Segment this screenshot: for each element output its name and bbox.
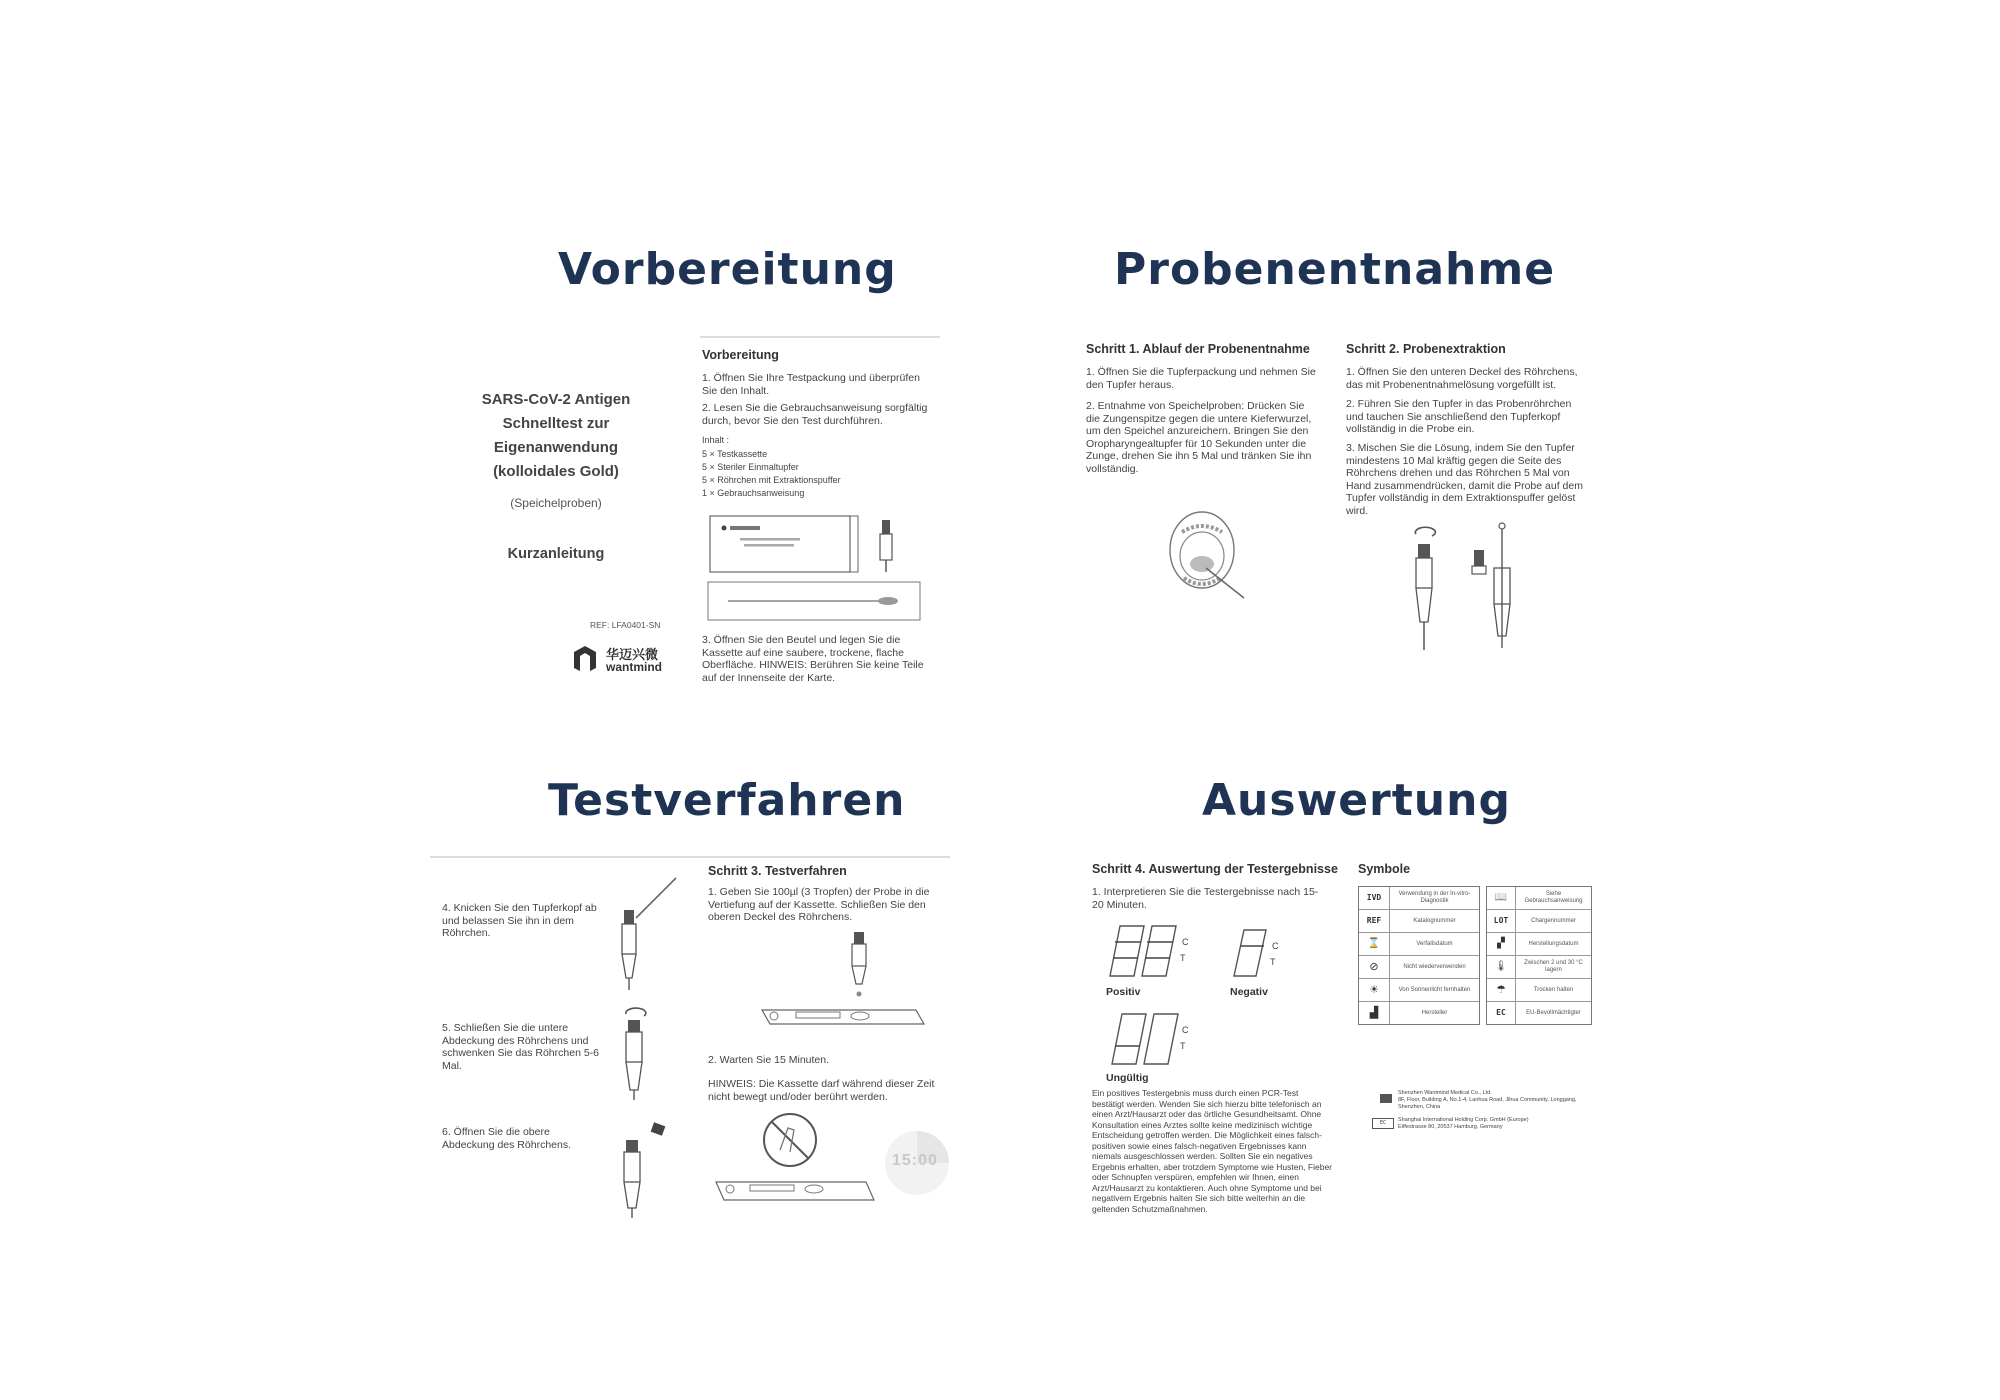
invalid-c-label: C [1182, 1025, 1189, 1035]
symbol-icon: ⌛ [1359, 933, 1390, 955]
symbol-icon: ⊘ [1359, 956, 1390, 978]
symbol-row [1487, 910, 1591, 933]
eval-step4-title: Schritt 4. Auswertung der Testergebnisse [1092, 862, 1338, 876]
cover-ref: REF: LFA0401-SN [590, 620, 661, 630]
brand-cn: 华迈兴微 [606, 647, 659, 662]
symbol-icon: 🌡 [1487, 956, 1516, 978]
symbols-table-right [1486, 886, 1592, 1025]
symbol-icon: REF [1359, 910, 1390, 932]
cover-subtitle: (Speichelproben) [510, 496, 602, 510]
panel-vorbereitung [460, 336, 942, 696]
prep-contents-label: Inhalt : [702, 435, 730, 445]
prep-contents-item: 1 × Gebrauchsanweisung [702, 488, 805, 498]
no-touch-icon [760, 1110, 820, 1170]
heading-vorbereitung: Vorbereitung [558, 244, 897, 295]
prep-step-1: 1. Öffnen Sie Ihre Testpackung und überprüfen Sie den Inhalt. [702, 372, 920, 397]
brand-logo-icon [570, 644, 600, 674]
symbol-icon: ☀ [1359, 979, 1390, 1001]
symbol-label: Zwischen 2 und 30 °C lagern [1524, 960, 1583, 973]
cover-title-line: SARS-CoV-2 Antigen [481, 391, 631, 408]
symbol-icon: LOT [1487, 910, 1516, 932]
sample-step2-a: 1. Öffnen Sie den unteren Deckel des Röhrchens, das mit Probenentnahmelösung vorgefüllt ist. [1346, 366, 1578, 391]
symbol-label: Verfallsdatum [1416, 940, 1453, 947]
symbol-label: Trocken halten [1533, 986, 1574, 993]
cover-title [460, 388, 652, 484]
manufacturer-name: Shenzhen Wantmind Medical Co., Ltd. [1398, 1090, 1492, 1096]
negative-result-icon [1230, 928, 1270, 980]
symbol-icon: EC [1487, 1002, 1516, 1024]
symbol-row [1487, 1002, 1591, 1024]
symbol-label: EU-Bevollmächtigter [1526, 1009, 1581, 1016]
sample-step1-title: Schritt 1. Ablauf der Probenentnahme [1086, 342, 1310, 356]
prep-step-3: 3. Öffnen Sie den Beutel und legen Sie die Kassette auf eine saubere, trockene, flache Oberfläche. HINWEIS: Berühren Sie keine Teile auf der Innenseite der Karte. [702, 634, 924, 684]
symbols-table-left [1358, 886, 1480, 1025]
prep-contents-item: 5 × Steriler Einmaltupfer [702, 462, 799, 472]
prep-contents-item: 5 × Testkassette [702, 449, 768, 459]
eval-step4-a: 1. Interpretieren Sie die Testergebnisse nach 15-20 Minuten. [1092, 886, 1319, 911]
positive-c-label: C [1182, 937, 1189, 947]
test-step3-b: 2. Warten Sie 15 Minuten. [708, 1054, 830, 1066]
cover-title-line: Eigenanwendung [493, 439, 619, 456]
ec-rep-address: Eiffestrasse 80, 20537 Hamburg, Germany [1398, 1124, 1503, 1130]
symbol-row [1487, 933, 1591, 956]
symbol-label: Katalognummer [1413, 917, 1456, 924]
sample-step2-b: 2. Führen Sie den Tupfer in das Probenröhrchen und tauchen Sie anschließend den Tupferkopf vollständig in die Probe ein. [1346, 398, 1572, 435]
symbol-row [1359, 910, 1479, 933]
symbol-row [1359, 933, 1479, 956]
invalid-label: Ungültig [1106, 1072, 1149, 1084]
test-step-6: 6. Öffnen Sie die obere Abdeckung des Röhrchens. [442, 1126, 571, 1151]
symbol-label: Verwendung in der In-vitro-Diagnostik [1398, 891, 1471, 904]
panel-auswertung [1082, 856, 1614, 1226]
heading-auswertung: Auswertung [1202, 775, 1511, 826]
symbol-row [1487, 979, 1591, 1002]
negative-t-label: T [1270, 957, 1276, 967]
scan-edge [430, 856, 950, 858]
drop-cassette-icon [756, 928, 936, 1028]
prep-section-title: Vorbereitung [702, 348, 779, 362]
heading-testverfahren: Testverfahren [548, 775, 906, 826]
positive-t-label: T [1180, 953, 1186, 963]
heading-probenentnahme: Probenentnahme [1114, 244, 1556, 295]
symbols-title: Symbole [1358, 862, 1411, 876]
sample-step1-a: 1. Öffnen Sie die Tupferpackung und nehmen Sie den Tupfer heraus. [1086, 366, 1316, 391]
test-step-5: 5. Schließen Sie die untere Abdeckung des Röhrchens und schwenken Sie das Röhrchen 5-6 Mal. [442, 1022, 600, 1072]
mouth-swab-icon [1162, 508, 1272, 608]
symbol-row [1359, 956, 1479, 979]
symbol-row [1359, 887, 1479, 910]
symbol-label: Siehe Gebrauchsanweisung [1524, 891, 1583, 904]
cover-title-line: Schnelltest zur [502, 415, 610, 432]
symbol-label: Chargennummer [1530, 917, 1577, 924]
symbol-icon: 📖 [1487, 887, 1516, 909]
brand-name: wantmind [606, 660, 662, 674]
ec-rep-name: Shanghai International Holding Corp. GmbH (Europe) [1398, 1117, 1529, 1123]
panel-probenentnahme [1082, 336, 1598, 696]
symbol-icon: ▞ [1487, 933, 1516, 955]
ec-rep-icon: EC [1372, 1118, 1394, 1129]
sample-step2-title: Schritt 2. Probenextraktion [1346, 342, 1506, 356]
positive-label: Positiv [1106, 986, 1141, 998]
symbol-icon: ▟ [1359, 1002, 1390, 1024]
symbol-icon: ☂ [1487, 979, 1516, 1001]
symbol-label: Herstellungsdatum [1528, 940, 1579, 947]
symbol-row [1359, 1002, 1479, 1024]
sample-step1-b: 2. Entnahme von Speichelproben: Drücken Sie die Zungenspitze gegen die untere Kieferwurzel, um den Speichel anzureichern. Bringen Sie den Oropharyngealtupfer für 10 Sekunden unter die Zunge, drehen Sie ihn 5 Mal und tränken Sie ihn vollständig. [1086, 400, 1312, 475]
sample-step2-c: 3. Mischen Sie die Lösung, indem Sie den Tupfer mindestens 10 Mal kräftig gegen die Seite des Röhrchens drehen und das Röhrchen 5 Mal von Hand zusammendrücken, damit die Probe auf dem Tupfer vollständig in dem Extraktionspuffer gelöst wird. [1346, 442, 1583, 517]
timer-label: 15:00 [892, 1152, 938, 1169]
break-swab-icon [612, 878, 682, 988]
test-package-icon [710, 516, 950, 626]
symbol-row [1359, 979, 1479, 1002]
cover-title-line: (kolloidales Gold) [493, 463, 619, 480]
cassette-icon [714, 1176, 884, 1210]
symbol-label: Nicht wiederverwenden [1403, 963, 1466, 970]
test-step-4: 4. Knicken Sie den Tupferkopf ab und belassen Sie ihn in dem Röhrchen. [442, 902, 597, 939]
scan-edge [700, 336, 940, 338]
invalid-result-icon [1110, 1012, 1190, 1068]
symbol-row [1487, 887, 1591, 910]
symbol-row [1487, 956, 1591, 979]
symbol-label: Von Sonnenlicht fernhalten [1398, 986, 1471, 993]
cover-guide: Kurzanleitung [507, 546, 605, 562]
close-tube-icon [618, 1006, 668, 1102]
prep-contents-item: 5 × Röhrchen mit Extraktionspuffer [702, 475, 841, 485]
panel-testverfahren [430, 856, 950, 1226]
negative-c-label: C [1272, 941, 1279, 951]
positive-result-icon [1108, 924, 1188, 980]
manufacturer-icon [1380, 1094, 1392, 1103]
symbol-label: Hersteller [1421, 1009, 1448, 1016]
prep-step-2: 2. Lesen Sie die Gebrauchsanweisung sorgfältig durch, bevor Sie den Test durchführen. [702, 402, 928, 427]
extraction-tube-icon [1398, 522, 1538, 682]
manufacturer-address: 8F, Floor, Building A, No.1-4, Lanhua Road, Jihua Community, Longgang, Shenzhen, China [1398, 1097, 1577, 1110]
test-step3-note: HINWEIS: Die Kassette darf während dieser Zeit nicht bewegt und/oder berührt werden. [708, 1078, 935, 1103]
test-step3-a: 1. Geben Sie 100µl (3 Tropfen) der Probe in die Vertiefung auf der Kassette. Schließen Sie den oberen Deckel des Röhrchens. [708, 886, 930, 923]
open-tube-icon [616, 1124, 676, 1220]
invalid-t-label: T [1180, 1041, 1186, 1051]
negative-label: Negativ [1230, 986, 1268, 998]
eval-note: Ein positives Testergebnis muss durch einen PCR-Test bestätigt werden. Wenden Sie sich hierzu bitte telefonisch an einen Arzt/Hausarzt oder das örtliche Gesundheitsamt. Ohne Konsultation eines Arztes sollte keine medizinisch wichtige Entscheidung getroffen werden. Die Möglichkeit eines falsch-positiven sowie eines falsch-negativen Ergebnisses kann niemals ausgeschlossen werden. Sollten Sie ein negatives Ergebnis erhalten, aber trotzdem Symptome wie Husten, Fieber oder Schnupfen verspüren, empfehlen wir Ihnen, einen Arzt/Hausarzt zu kontaktieren. Auch ohne Symptome und bei negativem Ergebnis halten Sie sich bitte weiterhin an die geltenden Schutzmaßnahmen. [1092, 1088, 1333, 1214]
test-step3-title: Schritt 3. Testverfahren [708, 864, 847, 878]
symbol-icon: IVD [1359, 887, 1390, 909]
